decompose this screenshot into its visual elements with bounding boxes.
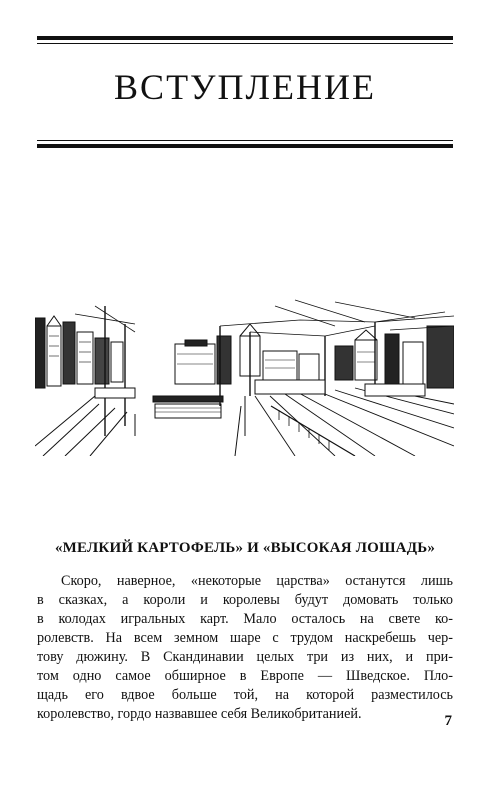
chapter-title: ВСТУПЛЕНИЕ bbox=[114, 67, 376, 107]
top-double-rule bbox=[37, 36, 453, 44]
page-number: 7 bbox=[444, 713, 452, 729]
text-line: щадь его вдвое больше той, на которой разместилось bbox=[37, 687, 453, 703]
railway-station-illustration bbox=[35, 296, 454, 456]
text-line: том одно самое обширное в Европе — Шведское. Пло- bbox=[37, 668, 453, 684]
text-line: тову дюжину. В Скандинавии целых три из них, и при- bbox=[37, 649, 453, 665]
section-heading: «МЕЛКИЙ КАРТОФЕЛЬ» И «ВЫСОКАЯ ЛОШАДЬ» bbox=[54, 540, 436, 556]
text-line: в сказках, а короли и королевы будут домовать только bbox=[37, 592, 453, 608]
text-line: в колодах игральных карт. Мало осталось на свете ко- bbox=[37, 611, 453, 627]
body-paragraph bbox=[37, 572, 453, 724]
text-line: королевство, гордо назвавшее себя Великобританией. bbox=[37, 706, 362, 722]
text-line: ролевств. На всем земном шаре с трудом наскребешь чер- bbox=[37, 630, 453, 646]
bottom-double-rule bbox=[37, 140, 453, 148]
text-line: Скоро, наверное, «некоторые царства» останутся лишь bbox=[61, 573, 453, 589]
